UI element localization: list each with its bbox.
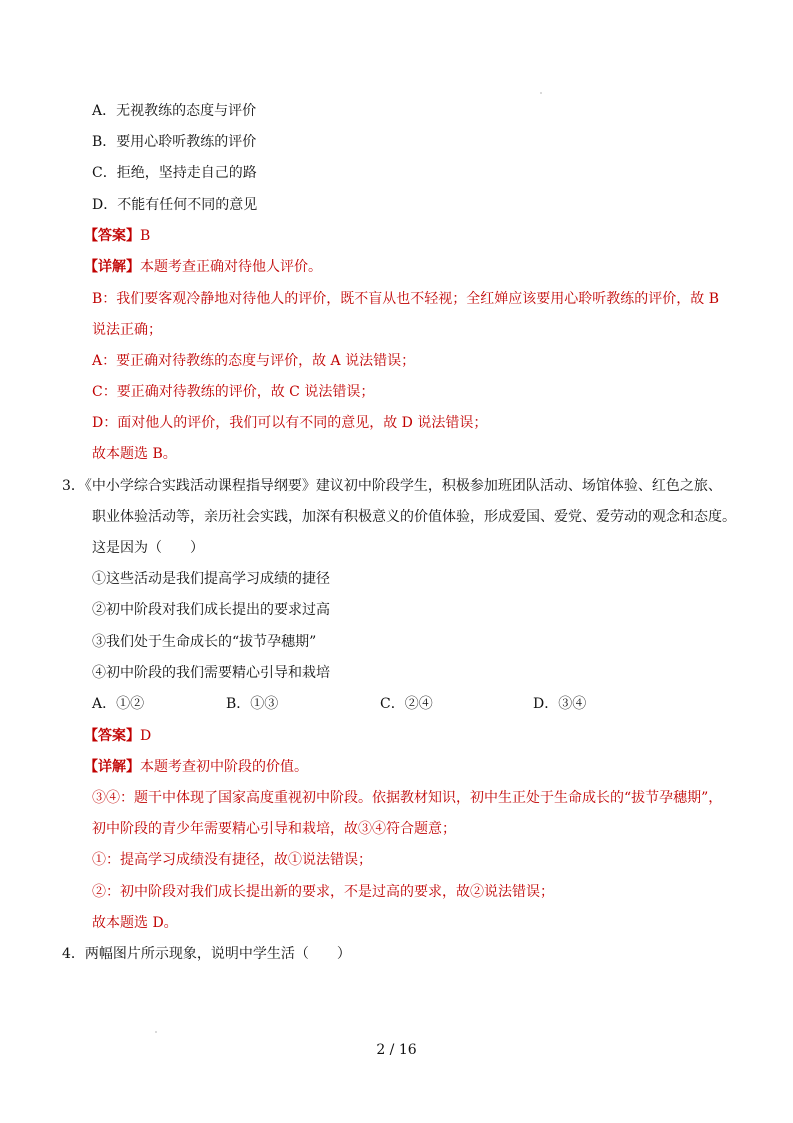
page-number: 2 / 16 (376, 1042, 417, 1058)
q3-choice-a: A．①② (92, 696, 145, 712)
q3-choice-d: D．③④ (533, 696, 587, 712)
q2-analysis-line5: D：面对他人的评价，我们可以有不同的意见，故 D 说法错误； (92, 415, 488, 431)
q3-item-3: ③我们处于生命成长的“拔节孕穗期” (92, 634, 317, 650)
q3-analysis-line3: ①：提高学习成绩没有捷径，故①说法错误； (92, 852, 372, 868)
q2-conclusion: 故本题选 B。 (92, 446, 177, 462)
q3-item-2: ②初中阶段对我们成长提出的要求过高 (92, 602, 330, 618)
q3-answer (84, 726, 151, 746)
answer-value: B (140, 228, 151, 244)
q3-stem-line2: 职业体验活动等，亲历社会实践，加深有积极意义的价值体验，形成爱国、爱党、爱劳动的观念和态度。 (92, 509, 736, 525)
q2-option-c: C．拒绝，坚持走自己的路 (92, 165, 257, 181)
scan-speck (540, 92, 542, 94)
q3-item-1: ①这些活动是我们提高学习成绩的捷径 (92, 571, 330, 587)
q3-analysis-line1: ③④：题干中体现了国家高度重视初中阶段。依据教材知识，初中生正处于生命成长的“拔节孕穗期”， (92, 790, 723, 806)
q3-item-4: ④初中阶段的我们需要精心引导和栽培 (92, 665, 330, 681)
q2-analysis-line4: C：要正确对待教练的评价，故 C 说法错误； (92, 384, 375, 400)
q3-analysis-line4: ②：初中阶段对我们成长提出新的要求，不是过高的要求，故②说法错误； (92, 884, 554, 900)
q3-choice-b: B．①③ (226, 696, 279, 712)
q2-analysis-line1: B：我们要客观冷静地对待他人的评价，既不盲从也不轻视；全红婵应该要用心聆听教练的评价，故 B (92, 291, 720, 307)
q2-answer (84, 226, 150, 246)
answer-tag: 【答案】 (84, 228, 140, 244)
q2-analysis-line3: A：要正确对待教练的态度与评价，故 A 说法错误； (92, 353, 416, 369)
q3-analysis-line2: 初中阶段的青少年需要精心引导和栽培，故③④符合题意； (92, 821, 456, 837)
answer-value: D (140, 728, 152, 744)
q3-analysis-intro (84, 757, 308, 777)
q4-stem: 4．两幅图片所示现象，说明中学生活（ ） (62, 946, 351, 962)
answer-tag: 【答案】 (84, 728, 140, 744)
q3-stem-line1: 3．《中小学综合实践活动课程指导纲要》建议初中阶段学生，积极参加班团队活动、场馆体验、红色之旅、 (62, 478, 722, 494)
q2-option-b: B．要用心聆听教练的评价 (92, 134, 257, 150)
q3-conclusion: 故本题选 D。 (92, 915, 178, 931)
q3-choice-c: C．②④ (380, 696, 433, 712)
q2-analysis-line2: 说法正确； (92, 322, 162, 338)
scan-speck (155, 1031, 157, 1033)
analysis-intro-text: 本题考查初中阶段的价值。 (140, 759, 308, 775)
analysis-tag: 【详解】 (84, 759, 140, 775)
q2-analysis-intro (84, 257, 322, 277)
q3-stem-line3: 这是因为（ ） (92, 540, 204, 556)
q2-option-d: D．不能有任何不同的意见 (92, 197, 258, 213)
analysis-intro-text: 本题考查正确对待他人评价。 (140, 259, 322, 275)
q2-option-a: A．无视教练的态度与评价 (92, 103, 257, 119)
analysis-tag: 【详解】 (84, 259, 140, 275)
